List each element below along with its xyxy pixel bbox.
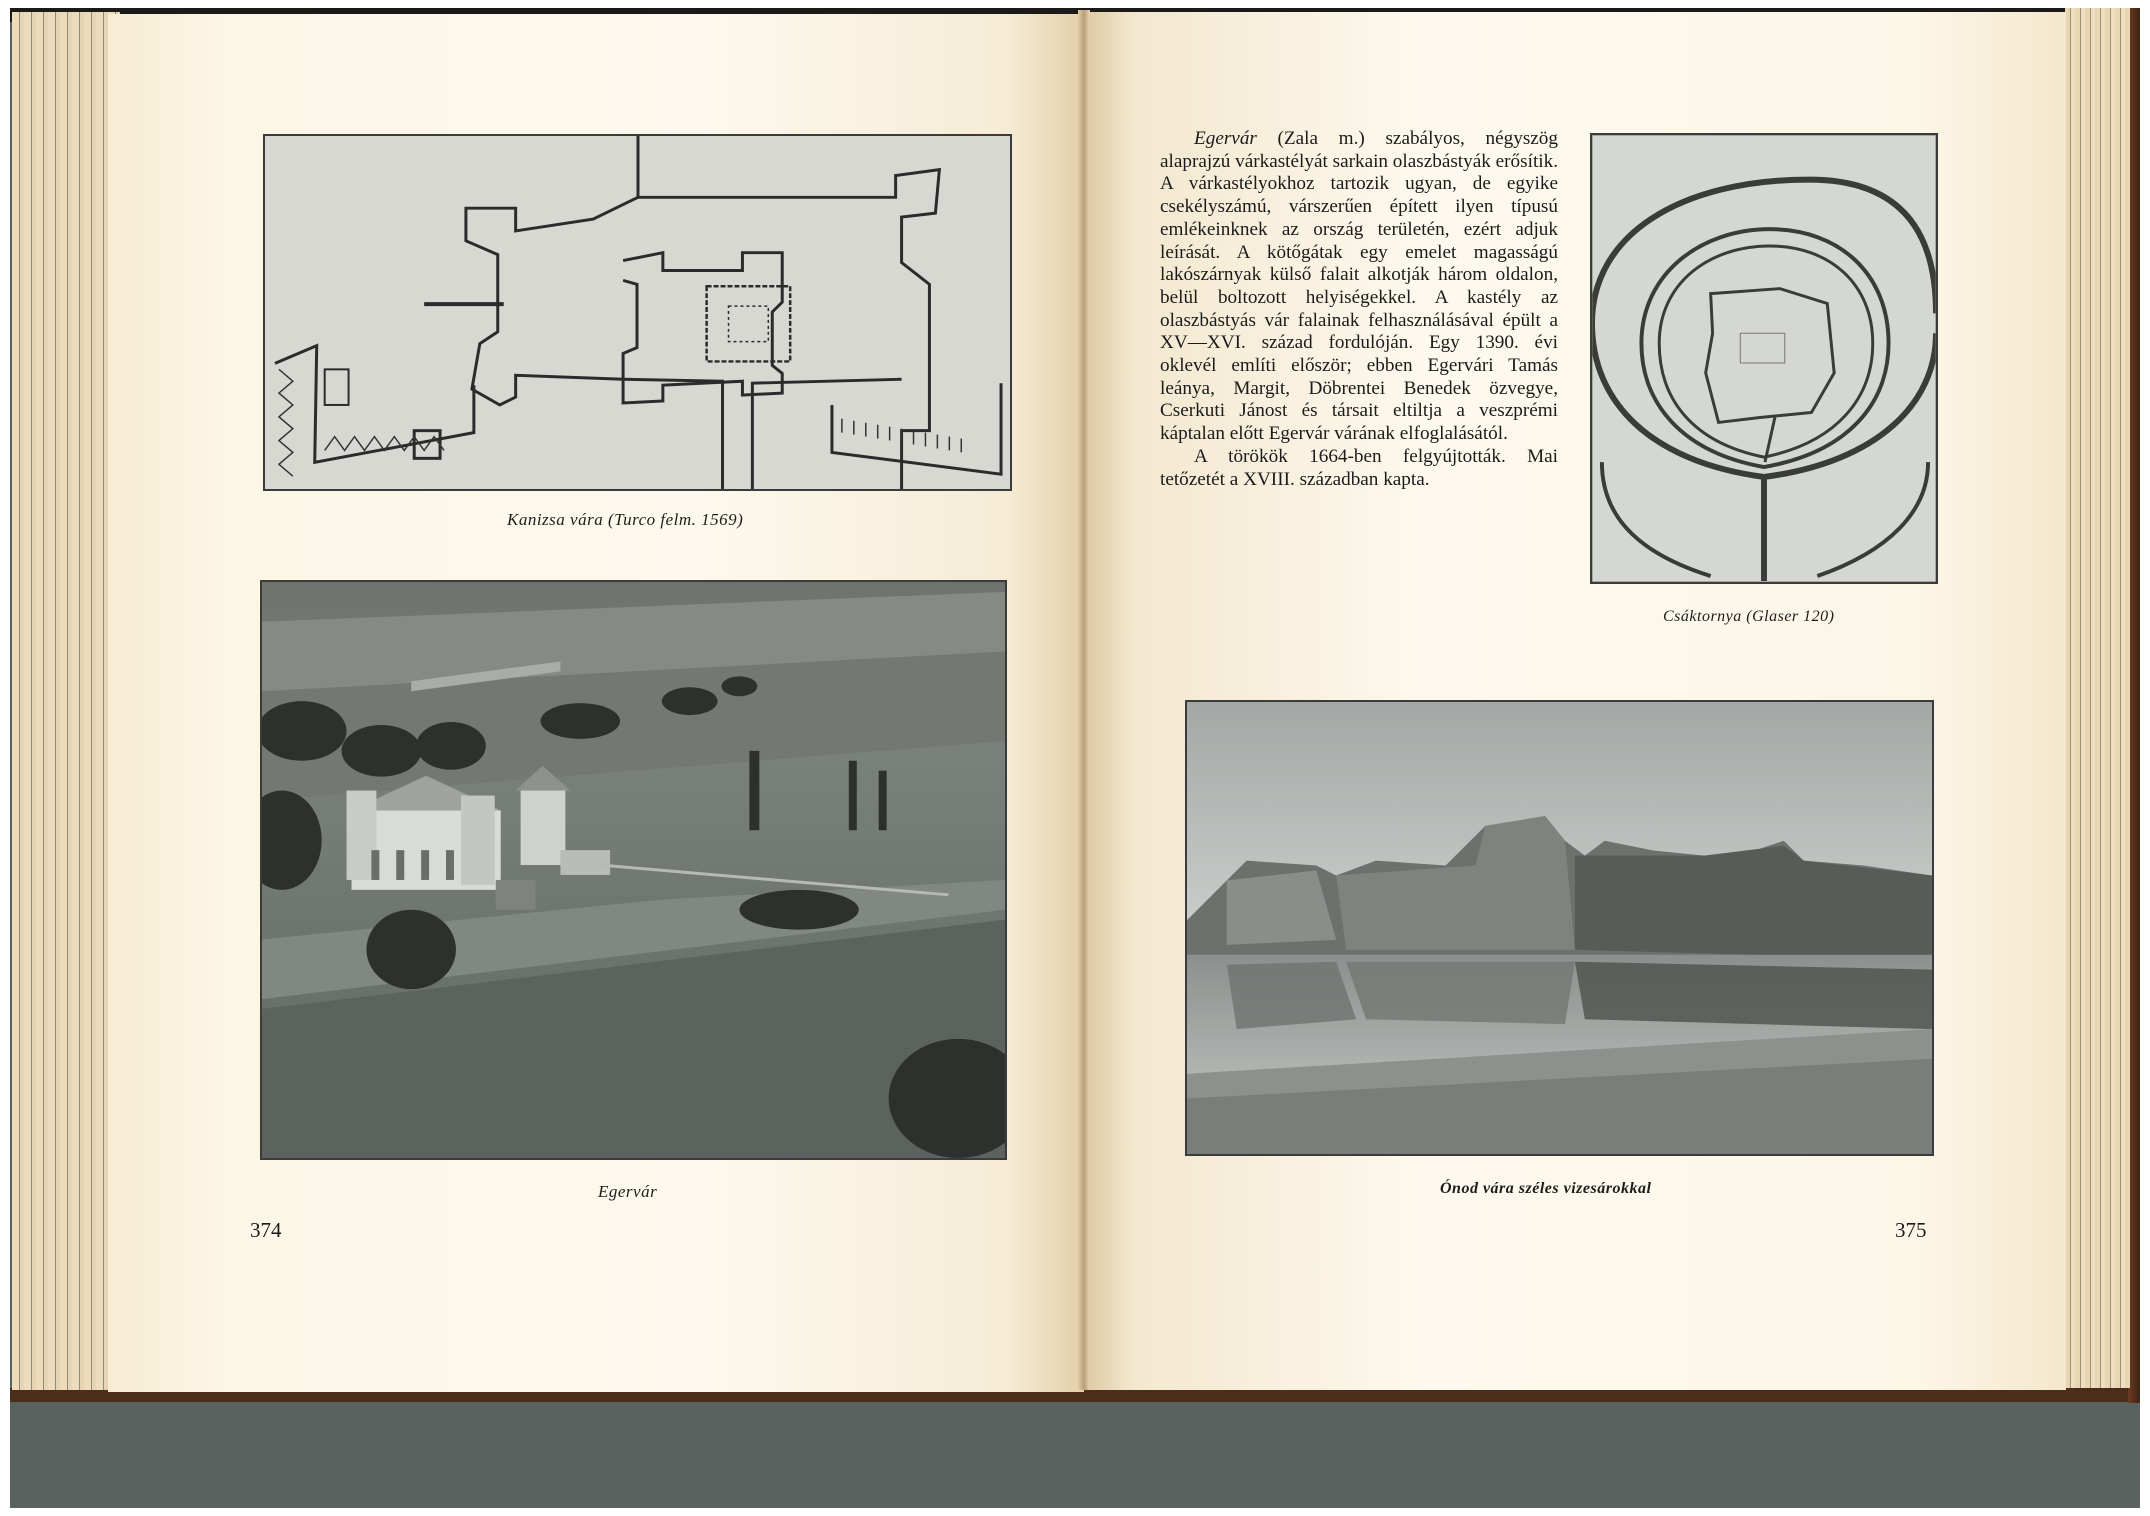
page-edges-left	[12, 12, 120, 1390]
page-number-right: 375	[1895, 1218, 1927, 1242]
kanizsa-plan-figure	[263, 134, 1012, 491]
egervar-photo-figure	[260, 580, 1007, 1160]
page-number-left: 374	[250, 1218, 282, 1242]
book-gutter	[1078, 10, 1090, 1390]
csaktornya-plan-figure	[1590, 133, 1938, 584]
paragraph-1	[1160, 128, 1558, 446]
onod-castle-photo	[1187, 702, 1932, 1154]
onod-photo-caption: Ónod vára széles vizesárokkal	[1440, 1180, 1652, 1197]
page-edges-right	[2065, 8, 2130, 1388]
lead-word: Egervár	[1194, 128, 1257, 149]
body-text	[1160, 128, 1558, 491]
kanizsa-plan-drawing	[265, 136, 1010, 489]
paragraph-1-text: (Zala m.) szabályos, négyszög alaprajzú várkastélyát sarkain olaszbástyák erősítik. A várkastélyokhoz tartozik ugyan, de egyike csekélyszámú, várszerűen épített ilyen típusú emlékeinknek az ország területén, ezért adjuk leírását. A kötőgátak egy emelet magasságú lakószárnyak külső falait alkotják három oldalon, belül boltozott helyiségekkel. A kastély az olaszbástyás vár falainak felhasználásával épült a XV—XVI. század fordulóján. Egy 1390. évi oklevél említi először; ebben Egervári Tamás leánya, Margit, Döbrentei Benedek özvegye, Cserkuti Jánost és társait eltiltja a veszprémi káptalan előtt Egervár várának elfoglalásától.	[1160, 128, 1558, 445]
csaktornya-plan-drawing	[1592, 135, 1936, 582]
egervar-aerial-photo	[262, 582, 1005, 1158]
egervar-photo-caption: Egervár	[598, 1182, 658, 1201]
paragraph-2: A törökök 1664-ben felgyújtották. Mai tetőzetét a XVIII. században kapta.	[1160, 445, 1558, 490]
csaktornya-plan-caption: Csáktornya (Glaser 120)	[1663, 608, 1835, 625]
onod-photo-figure	[1185, 700, 1934, 1156]
kanizsa-plan-caption: Kanizsa vára (Turco felm. 1569)	[507, 510, 744, 529]
